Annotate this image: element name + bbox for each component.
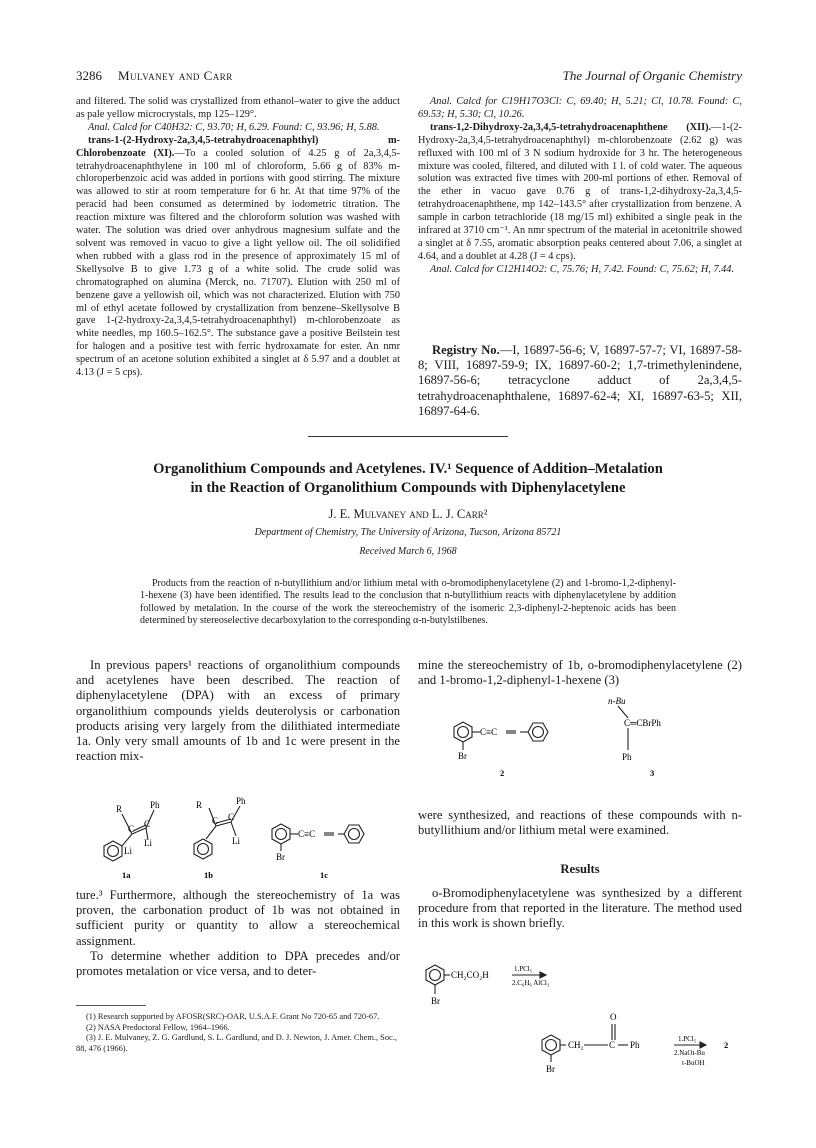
top-right-column <box>418 96 742 277</box>
received-date: Received March 6, 1968 <box>359 546 457 557</box>
stereochem-paragraph: mine the stereochemistry of 1b, o-bromodiphenylacetylene (2) and 1-bromo-1,2-diphenyl-1-hexene (3) <box>418 658 742 688</box>
compound-xi-heading: trans-1-(2-Hydroxy-2a,3,4,5-tetrahydroacenaphthyl) m-Chlorobenzoate (XI). <box>76 134 400 159</box>
footnote-1: (1) Research supported by AFOSR(SRC)-OAR, U.S.A.F. Grant No 720-65 and 720-67. <box>86 1012 380 1021</box>
scheme2-step1: 1.PCl₅ <box>678 1035 697 1043</box>
1a-ph-label: Ph <box>150 800 160 810</box>
journal-name: The Journal of Organic Chemistry <box>562 68 742 83</box>
scheme2-o-label: O <box>610 1012 617 1022</box>
structures-2-3 <box>418 690 742 790</box>
page-number: 3286 <box>76 68 102 83</box>
scheme2-c-label: C <box>609 1040 616 1050</box>
1b-ph-label: Ph <box>236 796 246 806</box>
synthesis-paragraph: were synthesized, and reactions of these compounds with n-butyllithium and/or lithium metal were examined. <box>418 808 742 838</box>
title-line-1: Organolithium Compounds and Acetylenes. IV.¹ Sequence of Addition–Metalation <box>153 461 663 477</box>
scheme2-ch2-label: CH₂ <box>568 1040 584 1050</box>
article-authors: J. E. Mulvaney and L. J. Carr² <box>328 507 488 521</box>
scheme2-ph-label: Ph <box>630 1040 640 1050</box>
intro-paragraph: In previous papers¹ reactions of organolithium compounds and acetylenes have been described. The reaction of diphenylacetylene (DPA) with an excess of primary organolithium compounds yields deuterolysis or carbonation products arising very largely from the dilithiated intermediate 1a. Only very small amounts of 1b and 1c were present in the reaction mix- <box>76 658 400 764</box>
scheme-step-2 <box>418 1010 742 1080</box>
scheme1-step1: 1.PCl₅ <box>514 965 533 973</box>
label-1b: 1b <box>204 870 213 880</box>
2-alkyne-label: C≡C <box>480 727 498 737</box>
top-left-p3: trans-1-(2-Hydroxy-2a,3,4,5-tetrahydroacenaphthyl) m-Chlorobenzoate (XI).—To a cooled solution of 4.25 g of 2a,3,4,5-tetrahydroacenaphthylene in 100 ml of chloroform, 5.66 g of 83% m-chloroperbenzoic acid was added in portions with good stirring. The mixture was allowed to stir at room temperature for 6 hr. At that time 97% of the peracid had been consumed as determined by iodometric titration. The reaction mixture was filtered and the chloroform solution was washed with water. The solution was dried over anhydrous magnesium sulfate and the solvent was removed in vacuo to give a light yellow oil. The oil solidified when rubbed with a glass rod in the presence of approximately 15 ml of Skellysolve B to give 1.73 g of a white solid. The crude solid was chromatographed on alumina (Merck, no. 71707). Elution with 250 ml of benzene gave a yellowish oil, which was not characterized. Elution with 750 ml of ethyl acetate followed by crystallization from benzene–Skellysolve B gave 1-(2-hydroxy-2a,3,4,5-tetrahydroacenaphthyl) m-chlorobenzoate as white needles, mp 160.5–162.5°. The substance gave a positive Beilstein test for halogen and a positive test with ferric hydroxamate for ester. An nmr spectrum of an acetone solution exhibited a singlet at δ 5.97 and a doublet at 4.13 (J = 5 cps). <box>76 134 400 379</box>
structures-1a-1b-1c <box>76 784 406 882</box>
1a-c2-label: C <box>144 819 151 829</box>
top-left-p1: and filtered. The solid was crystallized from ethanol–water to give the adduct as pale yellow microcrystals, mp 125–129°. <box>76 96 400 120</box>
1a-li-ring-label: Li <box>124 846 132 856</box>
body-right-middle <box>418 808 742 838</box>
abstract-text: Products from the reaction of n-butyllithium and/or lithium metal with o-bromodiphenylacetylene (2) and 1-bromo-1,2-diphenyl-1-hexene (3) have been identified. The results lead to the conclusion that n-butyllithium reacts with diphenylacetylene by addition followed by metalation. In the course of the work the stereochemistry of the isomeric 2,3-diphenyl-2-heptenoic acids has been determined by stereoselective decarboxylation to the corresponding α-n-butylstilbenes. <box>140 578 676 627</box>
1b-c2-label: C <box>228 812 235 822</box>
results-paragraph: o-Bromodiphenylacetylene was synthesized by a different procedure from that reported in the literature. The method used in this work is shown briefly. <box>418 886 742 931</box>
results-heading: Results <box>560 862 600 876</box>
3-ph-label: Ph <box>622 752 632 762</box>
abstract <box>140 578 676 628</box>
1c-br-label: Br <box>276 852 285 862</box>
top-left-column <box>76 96 400 380</box>
top-left-p2: Anal. Calcd for C40H32: C, 93.70; H, 6.29. Found: C, 93.96; H, 5.88. <box>88 121 380 133</box>
registry-numbers <box>418 343 742 419</box>
purpose-paragraph: To determine whether addition to DPA precedes and/or promotes metalation or vice versa, and to deter- <box>76 948 400 979</box>
body-left-top <box>76 658 400 764</box>
scheme2-br-label: Br <box>546 1064 555 1074</box>
scheme2-step3: t-BuOH <box>682 1059 705 1067</box>
1b-r-label: R <box>196 800 203 810</box>
top-right-p3: Anal. Calcd for C12H14O2: C, 75.76; H, 7.42. Found: C, 75.62; H, 7.44. <box>430 263 735 275</box>
body-right-results <box>418 886 742 932</box>
1a-li-top-label: Li <box>144 838 152 848</box>
label-1a: 1a <box>122 870 131 880</box>
compound-xii-heading: trans-1,2-Dihydroxy-2a,3,4,5-tetrahydroacenaphthene (XII). <box>430 121 712 133</box>
body-left-bottom <box>76 888 400 979</box>
top-right-p1: Anal. Calcd for C19H17O3Cl: C, 69.40; H, 5.21; Cl, 10.78. Found: C, 69.53; H, 5.30; Cl, 10.26. <box>418 96 742 120</box>
label-2: 2 <box>500 768 505 778</box>
title-line-2: in the Reaction of Organolithium Compounds with Diphenylacetylene <box>190 480 626 496</box>
section-divider <box>308 436 508 437</box>
1b-c1-label: C <box>212 816 219 826</box>
scheme1-step2: 2.C₆H₆ AlCl₃ <box>512 979 550 987</box>
scheme2-step2: 2.NaOt-Bu <box>674 1049 705 1057</box>
footnote-rule <box>76 1005 146 1006</box>
affiliation: Department of Chemistry, The University of Arizona, Tucson, Arizona 85721 <box>254 527 562 538</box>
top-right-p2: trans-1,2-Dihydroxy-2a,3,4,5-tetrahydroacenaphthene (XII).—1-(2-Hydroxy-2a,3,4,5-tetrahydroacenaphthyl) m-chlorobenzoate (2.62 g) was refluxed with 100 ml of 3 N sodium hydroxide for 3 hr. The heterogeneous mixture was cooled, filtered, and diluted with 1 l. of cold water. The aqueous solution was extracted five times with 200-ml portions of ether. Removal of the ether in vacuo gave 0.76 g of trans-1,2-dihydroxy-2a,3,4,5-tetrahydroacenaphthene, mp 142–143.5° after crystallization from benzene. A sample in carbon tetrachloride (18 mg/15 ml) exhibited a single peak in the infrared at 3710 cm⁻¹. An nmr spectrum of the material in acetonitrile showed a singlet at δ 7.55, aromatic absorption peaks centered about 7.06, a singlet at 4.64, and a doublet at 4.28 (J = 4 cps). <box>418 121 742 262</box>
scheme1-br-label: Br <box>431 996 440 1006</box>
label-1c: 1c <box>320 870 329 880</box>
body-right-top <box>418 658 742 688</box>
footnote-2: (2) NASA Predoctoral Fellow, 1964–1966. <box>86 1022 230 1032</box>
running-authors: Mulvaney and Carr <box>118 68 233 83</box>
article-title <box>60 460 756 498</box>
scheme2-product-label: 2 <box>724 1040 729 1050</box>
1b-li-label: Li <box>232 836 240 846</box>
1a-c1-label: C <box>128 824 135 834</box>
3-nbu-label: n-Bu <box>608 696 626 706</box>
1c-alkyne-label: C≡C <box>298 829 316 839</box>
footnote-3: (3) J. E. Mulvaney, Z. G. Gardlund, S. L. Gardlund, and D. J. Newton, J. Amer. Chem., Soc., 88, 476 (1966). <box>76 1033 397 1053</box>
footnotes <box>76 1012 400 1054</box>
2-br-label: Br <box>458 751 467 761</box>
scheme-step-1 <box>418 950 742 1010</box>
registry-paragraph: Registry No.—I, 16897-56-6; V, 16897-57-7; VI, 16897-58-8; VIII, 16897-59-9; IX, 16897-60-2; 1,7-trimethylenindene, 16897-56-6; tetracyclone adduct of 2a,3,4,5-tetrahydroacenaphthalene, 16897-62-4; XI, 16897-63-5; XII, 16897-64-6. <box>418 343 742 418</box>
label-3: 3 <box>650 768 655 778</box>
continuation-paragraph: ture.³ Furthermore, although the stereochemistry of 1a was proven, the carbonation product of 1b was not obtained in sufficient purity or quantity to allow a stereochemical assignment. <box>76 888 400 948</box>
scheme1-group-label: CH₂CO₂H <box>451 970 489 980</box>
3-alkene-label: C═CBrPh <box>624 718 661 728</box>
1a-r-label: R <box>116 804 123 814</box>
